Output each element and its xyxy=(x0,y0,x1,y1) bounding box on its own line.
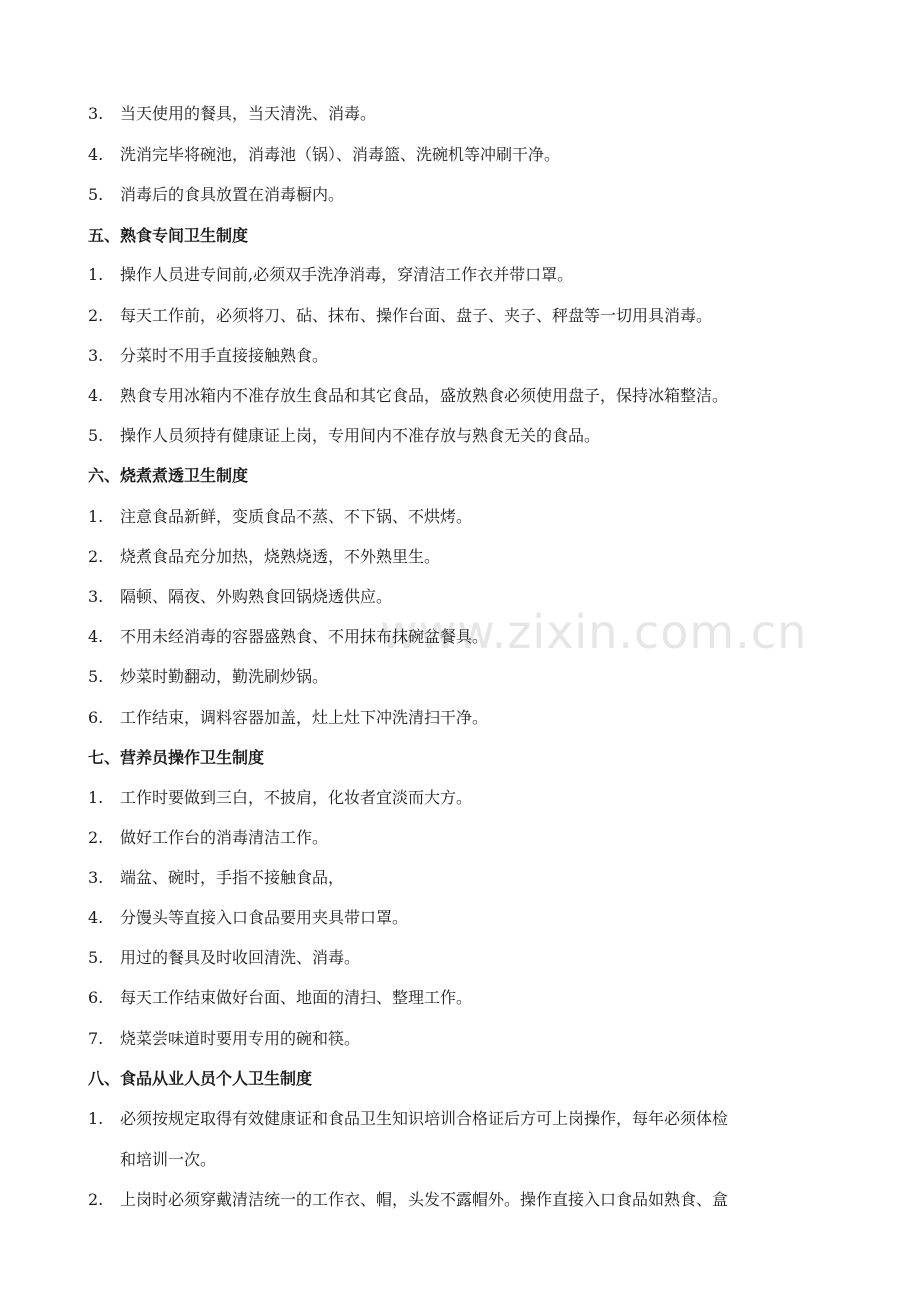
list-text: 注意食品新鲜，变质食品不蒸、不下锅、不烘烤。 xyxy=(120,507,473,526)
list-item xyxy=(88,908,408,928)
list-text: 操作人员须持有健康证上岗，专用间内不准存放与熟食无关的食品。 xyxy=(120,426,601,445)
list-text: 熟食专用冰箱内不准存放生食品和其它食品，盛放熟食必须使用盘子，保持冰箱整洁。 xyxy=(120,386,729,405)
list-number: 2. xyxy=(88,547,104,566)
watermark: www.zixin.com.cn xyxy=(380,605,808,659)
list-number: 1. xyxy=(88,507,104,526)
list-number: 3. xyxy=(88,346,104,365)
list-number: 4. xyxy=(88,627,104,646)
list-item xyxy=(88,104,376,124)
list-text: 分菜时不用手直接接触熟食。 xyxy=(120,346,329,365)
list-text: 洗消完毕将碗池，消毒池（锅）、消毒篮、洗碗机等冲刷干净。 xyxy=(120,145,561,164)
list-item xyxy=(88,828,328,848)
list-number: 7. xyxy=(88,1029,104,1048)
list-number: 3. xyxy=(88,868,104,887)
list-item xyxy=(88,185,344,205)
list-text: 工作结束，调料容器加盖，灶上灶下冲洗清扫干净。 xyxy=(120,708,489,727)
list-number: 5. xyxy=(88,667,104,686)
list-item xyxy=(88,988,472,1008)
list-number: 5. xyxy=(88,185,104,204)
list-text: 上岗时必须穿戴清洁统一的工作衣、帽，头发不露帽外。操作直接入口食品如熟食、盒 xyxy=(120,1190,729,1209)
list-text: 必须按规定取得有效健康证和食品卫生知识培训合格证后方可上岗操作，每年必须体检 xyxy=(120,1109,729,1128)
list-number: 1. xyxy=(88,1109,104,1128)
list-item xyxy=(88,587,392,607)
list-text: 每天工作结束做好台面、地面的清扫、整理工作。 xyxy=(120,988,473,1007)
section-heading: 五、熟食专间卫生制度 xyxy=(88,226,249,245)
list-item xyxy=(88,346,328,366)
list-number: 4. xyxy=(88,145,104,164)
list-text: 端盆、碗时，手指不接触食品， xyxy=(120,868,345,887)
list-text: 和培训一次。 xyxy=(120,1150,217,1169)
list-number: 3. xyxy=(88,587,104,606)
list-number: 3. xyxy=(88,104,104,123)
list-item xyxy=(88,627,488,647)
list-item-continuation xyxy=(88,1150,216,1170)
list-text: 工作时要做到三白，不披肩，化妆者宜淡而大方。 xyxy=(120,788,473,807)
list-text: 分馒头等直接入口食品要用夹具带口罩。 xyxy=(120,908,409,927)
list-item xyxy=(88,547,440,567)
list-text: 操作人员进专间前,必须双手洗净消毒，穿清洁工作衣并带口罩。 xyxy=(120,265,574,284)
list-number: 2. xyxy=(88,306,104,325)
list-item xyxy=(88,507,472,527)
list-number: 1. xyxy=(88,265,104,284)
list-text: 用过的餐具及时收回清洗、消毒。 xyxy=(120,948,361,967)
list-number: 2. xyxy=(88,828,104,847)
list-number: 1. xyxy=(88,788,104,807)
list-text: 不用未经消毒的容器盛熟食、不用抹布抹碗盆餐具。 xyxy=(120,627,489,646)
list-item xyxy=(88,667,328,687)
section-heading: 八、食品从业人员个人卫生制度 xyxy=(88,1069,313,1088)
list-number: 4. xyxy=(88,908,104,927)
list-text: 每天工作前，必须将刀、砧、抹布、操作台面、盘子、夹子、秤盘等一切用具消毒。 xyxy=(120,306,713,325)
list-item xyxy=(88,788,472,808)
list-text: 烧煮食品充分加热，烧熟烧透，不外熟里生。 xyxy=(120,547,441,566)
list-item xyxy=(88,948,360,968)
list-text: 当天使用的餐具，当天清洗、消毒。 xyxy=(120,104,377,123)
list-item xyxy=(88,868,344,888)
list-text: 做好工作台的消毒清洁工作。 xyxy=(120,828,329,847)
list-text: 烧菜尝味道时要用专用的碗和筷。 xyxy=(120,1029,361,1048)
list-item xyxy=(88,1190,728,1210)
list-item xyxy=(88,708,488,728)
list-item xyxy=(88,1109,728,1129)
list-number: 2. xyxy=(88,1190,104,1209)
list-number: 6. xyxy=(88,988,104,1007)
list-number: 5. xyxy=(88,948,104,967)
list-text: 消毒后的食具放置在消毒橱内。 xyxy=(120,185,345,204)
list-number: 4. xyxy=(88,386,104,405)
list-text: 隔顿、隔夜、外购熟食回锅烧透供应。 xyxy=(120,587,393,606)
list-item xyxy=(88,386,728,406)
list-item xyxy=(88,265,573,285)
list-number: 5. xyxy=(88,426,104,445)
list-item xyxy=(88,306,712,326)
list-number: 6. xyxy=(88,708,104,727)
list-text: 炒菜时勤翻动，勤洗刷炒锅。 xyxy=(120,667,329,686)
section-heading: 七、营养员操作卫生制度 xyxy=(88,748,265,767)
section-heading: 六、烧煮煮透卫生制度 xyxy=(88,466,249,485)
list-item xyxy=(88,426,600,446)
list-item xyxy=(88,1029,360,1049)
list-item xyxy=(88,145,560,165)
